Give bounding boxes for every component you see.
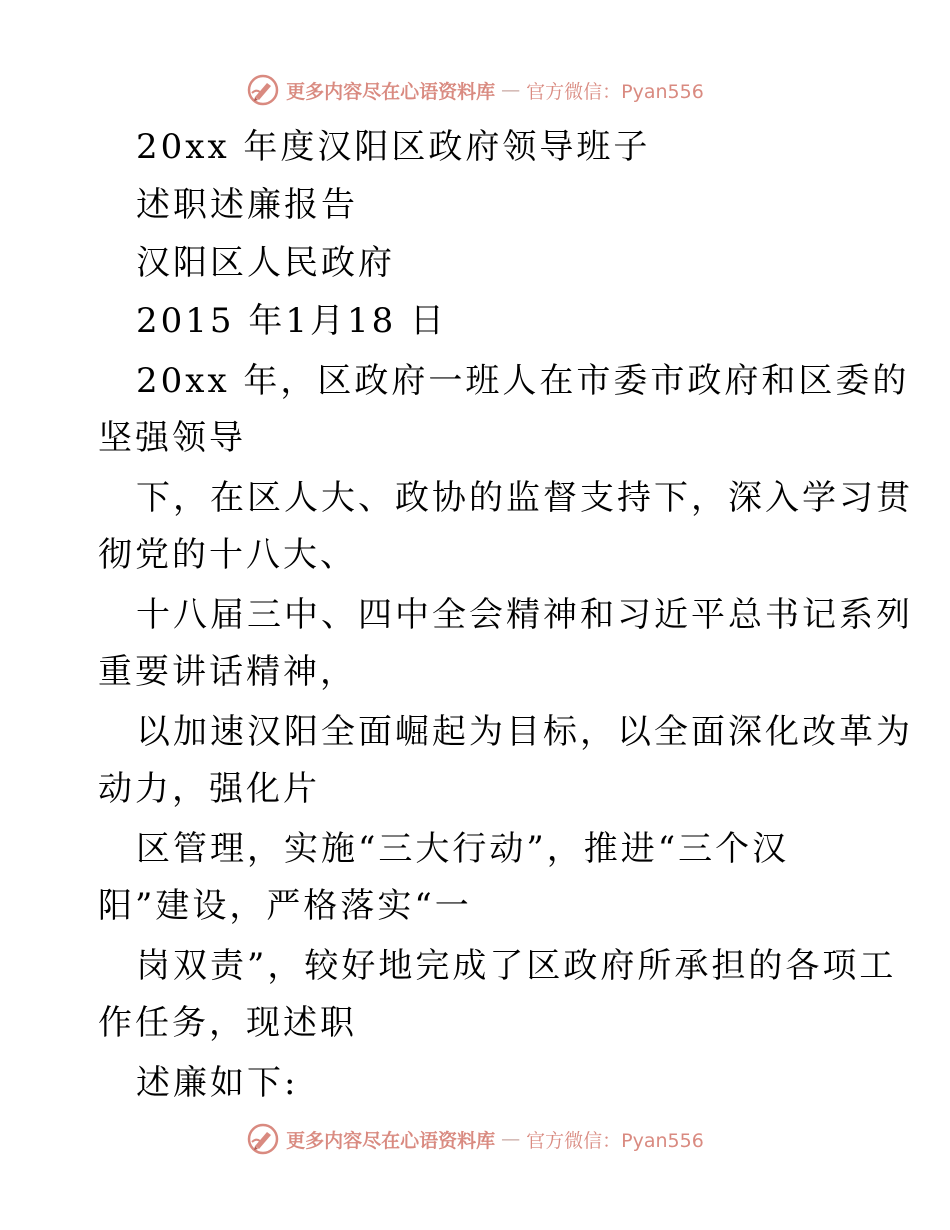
doc-paragraph-line: 动力，强化片 bbox=[98, 769, 320, 809]
doc-paragraph-line: 岗双责”，较好地完成了区政府所承担的各项工 bbox=[136, 946, 897, 986]
watermark-separator: — bbox=[501, 79, 521, 101]
doc-paragraph-line: 述廉如下: bbox=[136, 1063, 299, 1103]
doc-author: 汉阳区人民政府 bbox=[136, 243, 395, 283]
doc-paragraph-line: 下，在区人大、政协的监督支持下，深入学习贯 bbox=[136, 478, 913, 518]
watermark-header bbox=[0, 70, 950, 110]
pen-logo-icon bbox=[246, 73, 280, 107]
doc-title-line-2: 述职述廉报告 bbox=[136, 185, 358, 225]
doc-paragraph-line: 以加速汉阳全面崛起为目标，以全面深化改革为 bbox=[136, 712, 913, 752]
doc-paragraph-line: 重要讲话精神， bbox=[98, 652, 357, 692]
pen-logo-icon bbox=[246, 1122, 280, 1156]
watermark-footer bbox=[0, 1119, 950, 1159]
watermark-contact: 官方微信：Pyan556 bbox=[526, 80, 704, 103]
doc-paragraph-line: 十八届三中、四中全会精神和习近平总书记系列 bbox=[136, 595, 913, 635]
watermark-text: 更多内容尽在心语资料库 bbox=[286, 1129, 496, 1152]
doc-paragraph-line: 20xx 年，区政府一班人在市委市政府和区委的 bbox=[136, 361, 910, 401]
watermark-contact: 官方微信：Pyan556 bbox=[526, 1129, 704, 1152]
doc-paragraph-line: 阳”建设，严格落实“一 bbox=[98, 886, 472, 926]
doc-paragraph-line: 区管理，实施“三大行动”，推进“三个汉 bbox=[136, 829, 790, 869]
watermark-text: 更多内容尽在心语资料库 bbox=[286, 80, 496, 103]
doc-date: 2015 年1月18 日 bbox=[136, 301, 448, 341]
watermark-separator: — bbox=[501, 1128, 521, 1150]
doc-paragraph-line: 彻党的十八大、 bbox=[98, 535, 357, 575]
doc-paragraph-line: 作任务，现述职 bbox=[98, 1003, 357, 1043]
doc-title-line-1: 20xx 年度汉阳区政府领导班子 bbox=[136, 127, 651, 167]
doc-paragraph-line: 坚强领导 bbox=[98, 418, 246, 458]
